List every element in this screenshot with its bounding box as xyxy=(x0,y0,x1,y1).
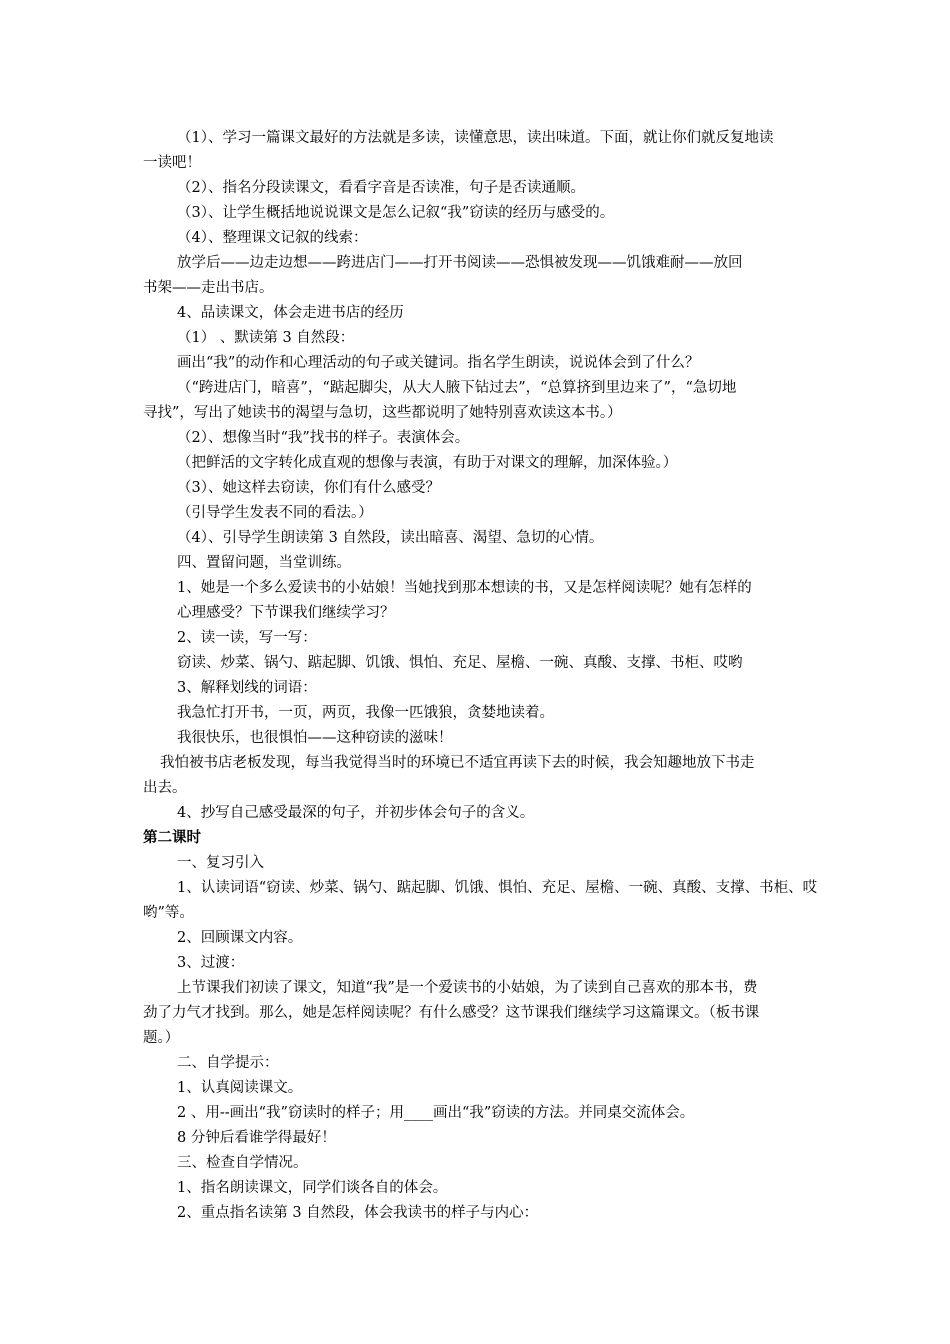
text-line: 心理感受？下节课我们继续学习？ xyxy=(177,605,395,621)
text-line: （4）、整理课文记叙的线索： xyxy=(177,230,368,246)
text-line: 劲了力气才找到。那么，她是怎样阅读呢？有什么感受？这节课我们继续学习这篇课文。（板书课 xyxy=(143,1005,760,1021)
text-line: 我很快乐，也很惧怕——这种窃读的滋味！ xyxy=(177,730,453,746)
text-line: 2 、用--画出“我”窃读时的样子；用____画出“我”窃读的方法。并同桌交流体会。 xyxy=(177,1105,695,1121)
text-line: （“跨进店门，暗喜”，“踮起脚尖，从大人腋下钻过去”，“总算挤到里边来了”，“急切地 xyxy=(177,380,737,396)
text-line: 我怕被书店老板发现，每当我觉得当时的环境已不适宜再读下去的时候，我会知趣地放下书走 xyxy=(160,755,755,771)
text-line: 2、读一读，写一写： xyxy=(177,630,317,646)
text-line: 2、回顾课文内容。 xyxy=(177,930,303,946)
text-line: （1） 、默读第 3 自然段： xyxy=(177,330,355,346)
text-line: 2、重点指名读第 3 自然段，体会我读书的样子与内心： xyxy=(177,1205,539,1221)
text-line: 题。） xyxy=(143,1030,180,1046)
section-heading: 第二课时 xyxy=(143,830,201,846)
text-line: 窃读、炒菜、锅勺、踮起脚、饥饿、惧怕、充足、屋檐、一碗、真酸、支撑、书柜、哎哟 xyxy=(177,655,743,671)
text-line: （2）、指名分段读课文，看看字音是否读准，句子是否读通顺。 xyxy=(177,180,585,196)
text-line: 4、抄写自己感受最深的句子，并初步体会句子的含义。 xyxy=(177,805,535,821)
text-line: （3）、她这样去窃读，你们有什么感受？ xyxy=(177,480,440,496)
text-line: 放学后——边走边想——跨进店门——打开书阅读——恐惧被发现——饥饿难耐——放回 xyxy=(177,255,743,271)
text-line: 哟”等。 xyxy=(143,905,194,921)
text-line: 画出“我”的动作和心理活动的句子或关键词。指名学生朗读，说说体会到了什么？ xyxy=(177,355,700,371)
text-line: 8 分钟后看谁学得最好！ xyxy=(177,1130,336,1146)
text-line: 书架——走出书店。 xyxy=(143,280,274,296)
text-line: 上节课我们初读了课文，知道“我”是一个爱读书的小姑娘，为了读到自己喜欢的那本书，费 xyxy=(177,980,758,996)
text-line: 一、复习引入 xyxy=(177,855,264,871)
text-line: 1、指名朗读课文，同学们谈各自的体会。 xyxy=(177,1180,448,1196)
text-line: 4、品读课文，体会走进书店的经历 xyxy=(177,305,404,321)
text-line: 1、认真阅读课文。 xyxy=(177,1080,303,1096)
text-line: （1）、学习一篇课文最好的方法就是多读，读懂意思，读出味道。下面，就让你们就反复地读 xyxy=(177,130,774,146)
text-line: 二、自学提示： xyxy=(177,1055,279,1071)
text-line: 一读吧！ xyxy=(143,155,201,171)
text-line: （把鲜活的文字转化成直观的想像与表演，有助于对课文的理解，加深体验。） xyxy=(177,455,678,471)
text-line: 我急忙打开书，一页，两页，我像一匹饿狼，贪婪地读着。 xyxy=(177,705,554,721)
text-line: 出去。 xyxy=(143,780,187,796)
text-line: （3）、让学生概括地说说课文是怎么记叙“我”窃读的经历与感受的。 xyxy=(177,205,615,221)
text-line: 3、解释划线的词语： xyxy=(177,680,317,696)
text-line: 1、她是一个多么爱读书的小姑娘！当她找到那本想读的书，又是怎样阅读呢？她有怎样的 xyxy=(177,580,752,596)
text-line: 四、置留问题，当堂训练。 xyxy=(177,555,351,571)
text-line: （4）、引导学生朗读第 3 自然段，读出暗喜、渴望、急切的心情。 xyxy=(177,530,604,546)
text-line: （引导学生发表不同的看法。） xyxy=(177,505,373,521)
text-line: 寻找”，写出了她读书的渴望与急切，这些都说明了她特别喜欢读这本书。） xyxy=(143,405,622,421)
text-line: 3、过渡： xyxy=(177,955,245,971)
text-line: 1、认读词语“窃读、炒菜、锅勺、踮起脚、饥饿、惧怕、充足、屋檐、一碗、真酸、支撑、书柜、哎 xyxy=(177,880,818,896)
text-line: 三、检查自学情况。 xyxy=(177,1155,308,1171)
text-line: （2）、想像当时“我”找书的样子。表演体会。 xyxy=(177,430,470,446)
